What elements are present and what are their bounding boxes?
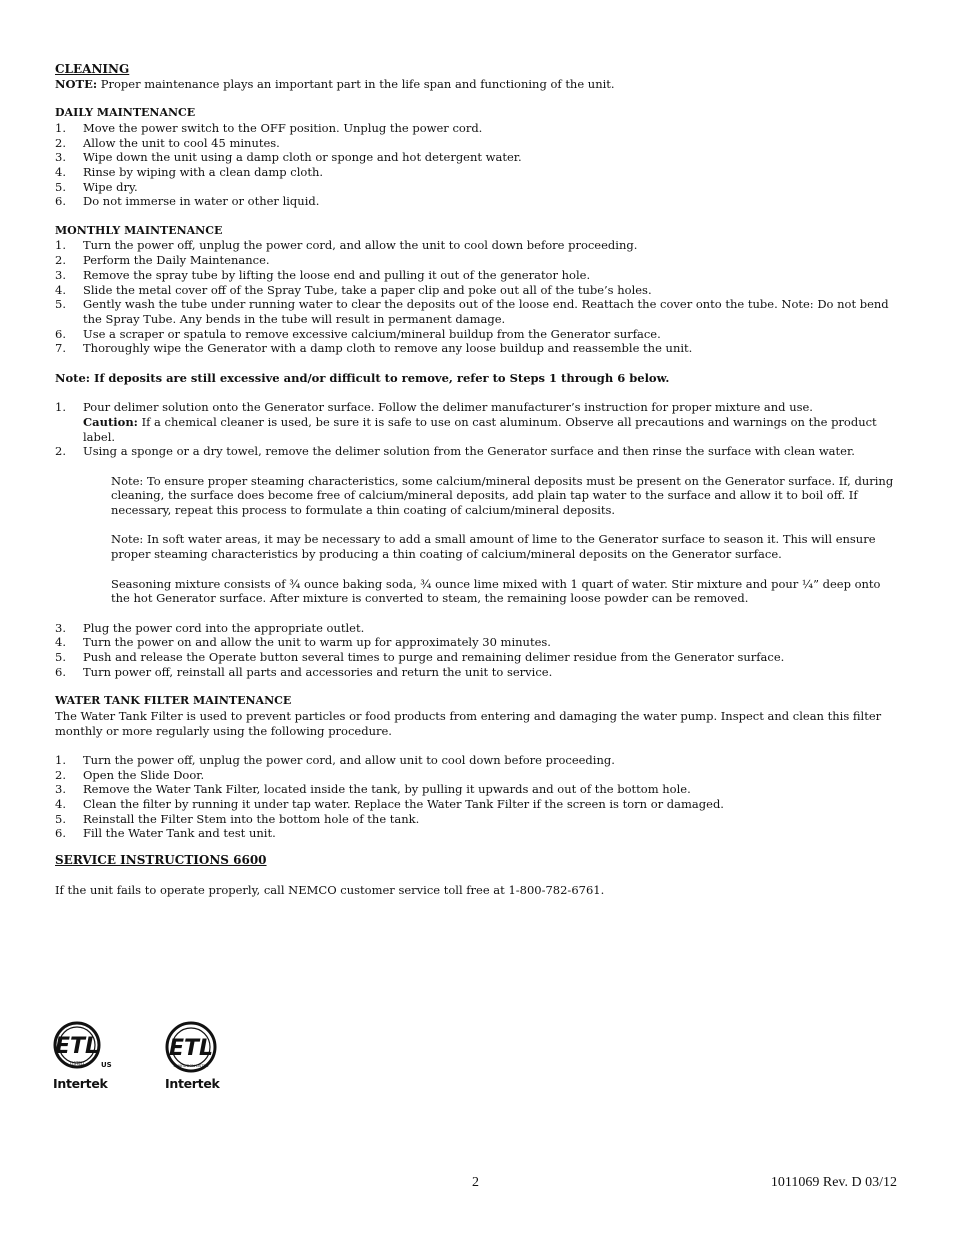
- seasoning-note: Seasoning mixture consists of ¾ ounce baking soda, ¾ ounce lime mixed with 1 quart of water. Stir mixture and pour ¼” deep onto the hot Generator surface. After mixture is converted to steam, the remaining loose powder can be removed.: [111, 576, 881, 606]
- caution-text: If a chemical cleaner is used, be sure it is safe to use on cast aluminum. Observe all precautions and warnings on the product label.: [83, 414, 877, 444]
- item-number: 4.: [55, 635, 66, 650]
- list-item: [55, 400, 895, 444]
- note-label: NOTE:: [55, 76, 98, 91]
- item-text: Allow the unit to cool 45 minutes.: [83, 135, 280, 150]
- service-heading: SERVICE INSTRUCTIONS 6600: [55, 853, 267, 868]
- svg-text:SANITATION LISTED: SANITATION LISTED: [173, 1064, 209, 1068]
- item-text: Turn the power off, unplug the power cord, and allow the unit to cool down before proceeding.: [83, 238, 638, 253]
- item-number: 1.: [55, 752, 66, 767]
- soft-water-note: Note: In soft water areas, it may be necessary to add a small amount of lime to the Generator surface to season it. This will ensure proper steaming characteristics by producing a thin coating of calcium/mineral deposits on the Generator surface.: [111, 532, 876, 562]
- item-text: Plug the power cord into the appropriate outlet.: [83, 620, 365, 635]
- list-item: [55, 665, 895, 680]
- item-number: 3.: [55, 782, 66, 797]
- list-item: [55, 812, 895, 827]
- item-text: Do not immerse in water or other liquid.: [83, 194, 320, 209]
- document-body: [55, 62, 895, 897]
- item-number: 7.: [55, 341, 66, 356]
- filter-intro: The Water Tank Filter is used to prevent particles or food products from entering and damaging the water pump. Inspect and clean this filter monthly or more regularly using the following procedure.: [55, 708, 882, 738]
- svg-text:US: US: [101, 1061, 112, 1069]
- cleaning-note: [55, 77, 895, 92]
- steaming-note: Note: To ensure proper steaming characteristics, some calcium/mineral deposits must be present on the Generator surface. If, during cleaning, the surface does become free of calcium/mineral deposits, add plain tap water to the surface and allow it to boil off. If necessary, repeat this process to formulate a thin coating of calcium/mineral deposits.: [111, 473, 894, 518]
- list-item: [55, 826, 895, 841]
- caution-label: Caution:: [83, 414, 138, 429]
- list-item: [55, 635, 895, 650]
- item-number: 3.: [55, 150, 66, 165]
- intertek-label: Intertek: [165, 1076, 220, 1091]
- list-item: [55, 327, 895, 342]
- delimer-list-continued: [55, 621, 895, 680]
- item-text: Rinse by wiping with a clean damp cloth.: [83, 164, 324, 179]
- deposits-note: Note: If deposits are still excessive and/or difficult to remove, refer to Steps 1 through 6 below.: [55, 370, 670, 385]
- item-number: 6.: [55, 664, 66, 679]
- item-text: Open the Slide Door.: [83, 767, 205, 782]
- service-text: If the unit fails to operate properly, call NEMCO customer service toll free at 1-800-782-6761.: [55, 882, 605, 897]
- list-item: [55, 194, 895, 209]
- monthly-maintenance-heading: MONTHLY MAINTENANCE: [55, 223, 223, 237]
- list-item: [55, 768, 895, 783]
- item-text: Wipe down the unit using a damp cloth or sponge and hot detergent water.: [83, 150, 522, 165]
- item-number: 4.: [55, 797, 66, 811]
- item-number: 5.: [55, 811, 66, 826]
- list-item: [55, 136, 895, 151]
- etl-sanitation-mark-icon: [165, 1021, 221, 1073]
- item-text: Use a scraper or spatula to remove excessive calcium/mineral buildup from the Generator surface.: [83, 326, 661, 341]
- item-number: 2.: [55, 253, 66, 268]
- item-number: 5.: [55, 179, 66, 194]
- list-item: [55, 753, 895, 768]
- item-number: 1.: [55, 120, 66, 135]
- item-number: 6.: [55, 194, 66, 209]
- item-number: 2.: [55, 444, 66, 459]
- item-number: 3.: [55, 267, 66, 282]
- item-number: 6.: [55, 826, 66, 841]
- item-number: 3.: [55, 620, 66, 635]
- daily-maintenance-list: [55, 121, 895, 209]
- certification-logos: [53, 1021, 253, 1096]
- list-item: [55, 444, 895, 459]
- item-number: 2.: [55, 767, 66, 782]
- item-text: Thoroughly wipe the Generator with a damp cloth to remove any loose buildup and reassemble the unit.: [83, 341, 693, 356]
- item-text: Remove the spray tube by lifting the loose end and pulling it out of the generator hole.: [83, 267, 591, 282]
- item-text: Slide the metal cover off of the Spray Tube, take a paper clip and poke out all of the tube’s holes.: [83, 282, 652, 297]
- item-number: 5.: [55, 650, 66, 664]
- list-item: [55, 297, 895, 326]
- list-item: [55, 121, 895, 136]
- item-text: Pour delimer solution onto the Generator surface. Follow the delimer manufacturer’s instruction for proper mixture and use.: [83, 400, 813, 415]
- item-number: 2.: [55, 135, 66, 150]
- etl-us-mark-icon: [53, 1021, 113, 1073]
- item-number: 1.: [55, 400, 66, 415]
- item-text: Push and release the Operate button several times to purge and remaining delimer residue from the Generator surface.: [83, 650, 785, 664]
- item-text: Move the power switch to the OFF position. Unplug the power cord.: [83, 120, 483, 135]
- note-text: Proper maintenance plays an important part in the life span and functioning of the unit.: [97, 76, 615, 91]
- item-text: Gently wash the tube under running water to clear the deposits out of the loose end. Reattach the cover onto the tube. Note: Do not bend the Spray Tube. Any bends in the tube will result in permanent damage.: [83, 297, 889, 326]
- cleaning-heading: CLEANING: [55, 62, 130, 76]
- daily-maintenance-heading: DAILY MAINTENANCE: [55, 106, 196, 120]
- item-number: 1.: [55, 238, 66, 253]
- item-text: Turn the power on and allow the unit to warm up for approximately 30 minutes.: [83, 635, 551, 650]
- item-number: 6.: [55, 326, 66, 341]
- list-item: [55, 253, 895, 268]
- item-number: 4.: [55, 164, 66, 179]
- svg-text:ETL: ETL: [168, 1036, 214, 1061]
- list-item: [55, 238, 895, 253]
- filter-maintenance-heading: WATER TANK FILTER MAINTENANCE: [55, 694, 292, 708]
- etl-listed-logo: [53, 1021, 113, 1091]
- document-revision: 1011069 Rev. D 03/12: [770, 1175, 897, 1190]
- list-item: [55, 150, 895, 165]
- item-number: 5.: [55, 297, 66, 312]
- etl-sanitation-logo: [165, 1021, 221, 1091]
- intertek-label: Intertek: [53, 1076, 108, 1091]
- item-text: Turn the power off, unplug the power cord, and allow unit to cool down before proceeding.: [83, 752, 615, 767]
- item-text: Clean the filter by running it under tap water. Replace the Water Tank Filter if the screen is torn or damaged.: [83, 797, 724, 811]
- item-text: Fill the Water Tank and test unit.: [83, 826, 276, 841]
- item-text: Reinstall the Filter Stem into the bottom hole of the tank.: [83, 811, 420, 826]
- list-item: [55, 797, 895, 812]
- list-item: [55, 165, 895, 180]
- item-text: Perform the Daily Maintenance.: [83, 253, 270, 268]
- item-text: Wipe dry.: [83, 179, 138, 194]
- list-item: [55, 180, 895, 195]
- item-text: Turn power off, reinstall all parts and accessories and return the unit to service.: [83, 664, 553, 679]
- item-text: Using a sponge or a dry towel, remove the delimer solution from the Generator surface and then rinse the surface with clean water.: [83, 444, 855, 459]
- svg-text:ETL: ETL: [54, 1034, 100, 1059]
- list-item: [55, 782, 895, 797]
- monthly-maintenance-list: [55, 238, 895, 356]
- list-item: [55, 341, 895, 356]
- list-item: [55, 650, 895, 665]
- item-text: Remove the Water Tank Filter, located inside the tank, by pulling it upwards and out of the bottom hole.: [83, 782, 691, 797]
- filter-maintenance-list: [55, 753, 895, 841]
- list-item: [55, 283, 895, 298]
- svg-text:LISTED: LISTED: [70, 1061, 84, 1066]
- delimer-list: [55, 400, 895, 459]
- list-item: [55, 268, 895, 283]
- list-item: [55, 621, 895, 636]
- page-number: 2: [472, 1175, 479, 1190]
- item-number: 4.: [55, 282, 66, 297]
